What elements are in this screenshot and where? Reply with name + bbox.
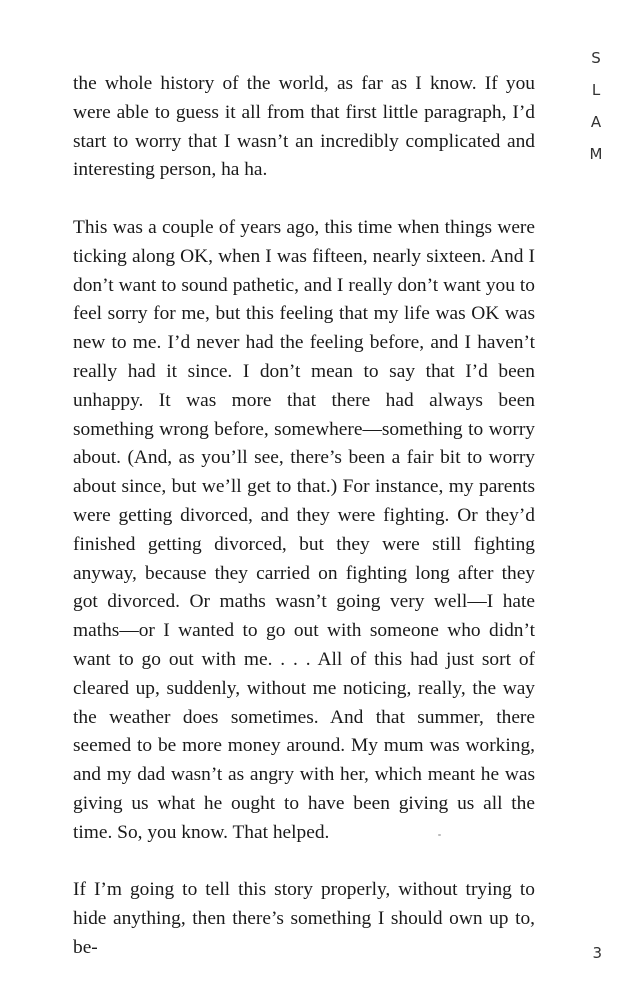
running-head-letter-a: A xyxy=(590,113,602,131)
print-speck xyxy=(438,834,441,836)
body-text xyxy=(73,70,535,963)
paragraph-continuation: the whole history of the world, as far as I know. If you were able to guess it all from that first little paragraph, I’d start to worry that I wasn’t an incredibly complicated and interesting person, ha ha. xyxy=(73,73,535,181)
paragraph-main: This was a couple of years ago, this time when things were ticking along OK, when I was fifteen, nearly sixteen. And I don’t want to sound pathetic, and I really don’t want you to feel sorry for me, but this feeling that my life was OK was new to me. I’d never had the feeling before, and I haven’t really had it since. I don’t mean to say that I’d been unhappy. It was more that there had always been something wrong before, somewhere—something to worry about. (And, as you’ll see, there’s been a fair bit to worry about since, but we’ll get to that.) For instance, my parents were getting divorced, and they were fighting. Or they’d finished getting divorced, but they were still fighting anyway, because they carried on fighting long after they got divorced. Or maths wasn’t going very well—I hate maths—or I wanted to go out with someone who didn’t want to go out with me. . . . All of this had just sort of cleared up, suddenly, without me noticing, really, the way the weather does sometimes. And that summer, there seemed to be more money around. My mum was working, and my dad wasn’t as angry with her, which meant he was giving us what he ought to have been giving us all the time. So, you know. That helped. xyxy=(73,216,535,843)
paragraph-final: If I’m going to tell this story properly, without trying to hide anything, then there’s something I should own up to, be- xyxy=(73,879,535,958)
running-head-title xyxy=(584,42,608,170)
running-head-letter-s: S xyxy=(591,49,601,67)
running-head-letter-m: M xyxy=(589,145,603,163)
page-number: 3 xyxy=(592,944,602,962)
running-head-letter-l: L xyxy=(591,81,601,99)
